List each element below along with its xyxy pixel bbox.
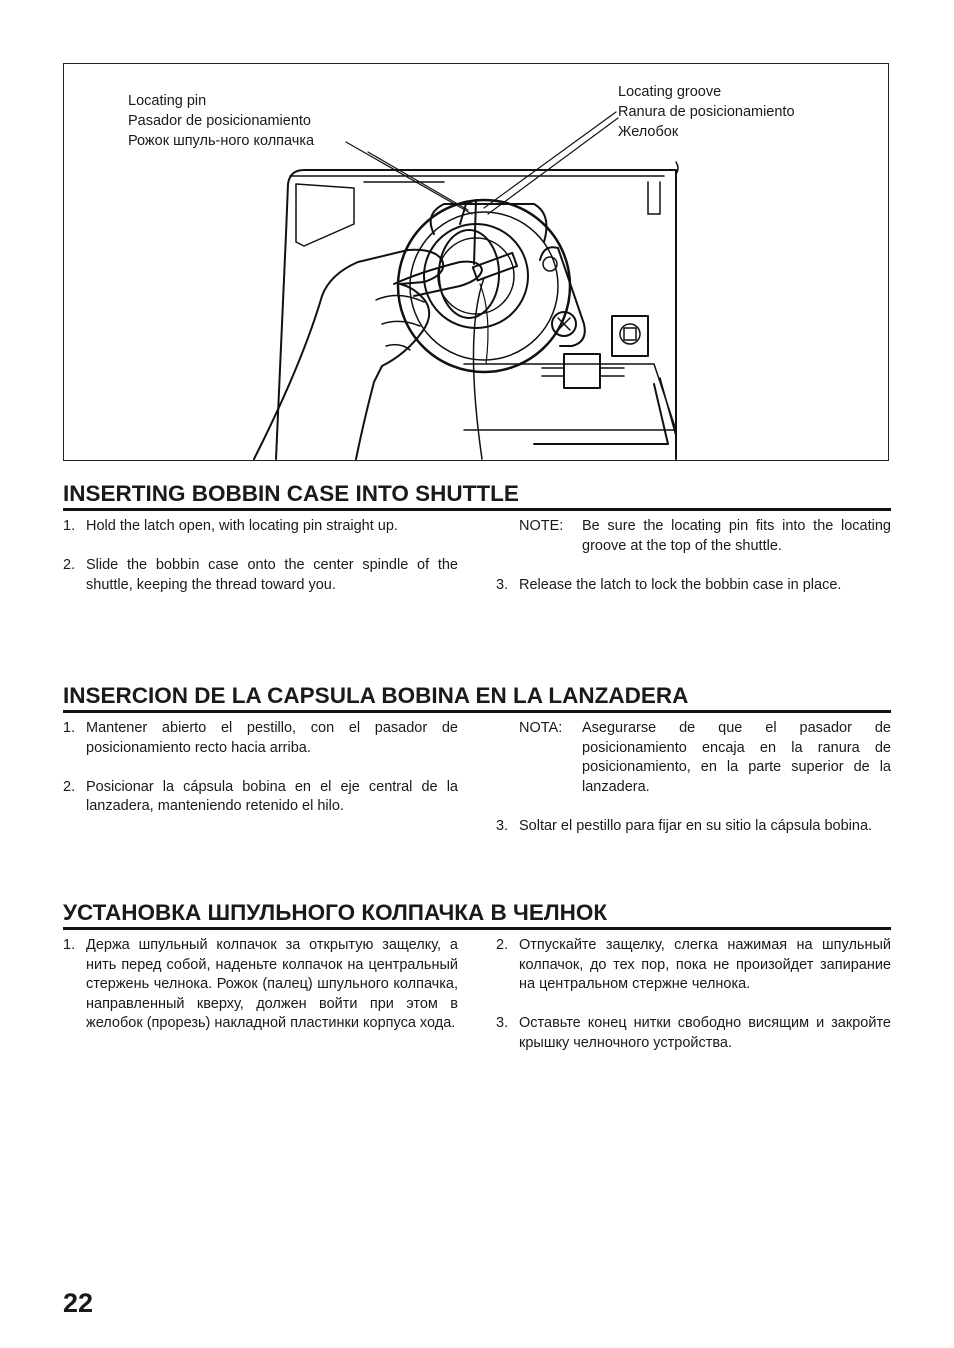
section-title-spanish: INSERCION DE LA CAPSULA BOBINA EN LA LANZADERA	[63, 683, 891, 713]
callout-pin-es: Pasador de posicionamiento	[128, 113, 311, 129]
note-text: Asegurarse de que el pasador de posicionamiento encaja en la ranura de posicionamiento, en la parte superior de la lanzadera.	[582, 720, 891, 795]
list-item-number: 2.	[496, 937, 509, 953]
list-item-number: 3.	[496, 1015, 509, 1031]
list-item-number: 1.	[63, 720, 76, 736]
section-english-left-column	[63, 517, 458, 595]
section-russian-right-column	[496, 936, 891, 1053]
list-item-number: 1.	[63, 937, 76, 953]
list-item	[496, 817, 891, 837]
section-spanish-right-column	[496, 719, 891, 836]
list-item	[63, 778, 458, 817]
list-item	[63, 936, 458, 1034]
callout-groove-en: Locating groove	[618, 84, 722, 100]
note-label: NOTA:	[519, 720, 563, 736]
callout-pin-ru: Рожок шпуль-ного колпачка	[128, 133, 315, 149]
callout-groove-ru: Желобок	[618, 124, 679, 140]
list-item-text: Hold the latch open, with locating pin straight up.	[86, 518, 398, 534]
list-item-text: Mantener abierto el pestillo, con el pasador de posicionamiento recto hacia arriba.	[86, 720, 458, 756]
list-item-number: 3.	[496, 576, 509, 593]
list-item-text: Soltar el pestillo para fijar en su sitio la cápsula bobina.	[519, 817, 873, 834]
list-item	[496, 936, 891, 995]
note-block	[519, 517, 891, 556]
list-item-number: 2.	[63, 557, 76, 573]
list-item-text: Держа шпульный колпачок за открытую защелку, а нить перед собой, наденьте колпачок на центральный стержень челнока. Рожок (палец) шпульного колпачка, направленный кверху, должен войти при этом в желобок (прорезь) накладной пластинки корпуса хода.	[86, 937, 458, 1031]
note-block	[519, 719, 891, 797]
list-item-text: Slide the bobbin case onto the center spindle of the shuttle, keeping the thread toward you.	[86, 557, 458, 593]
section-english-right-column	[496, 517, 891, 595]
section-russian-left-column	[63, 936, 458, 1034]
callout-locating-pin	[128, 91, 314, 151]
list-item	[63, 556, 458, 595]
list-item	[496, 576, 891, 596]
list-item-text: Отпускайте защелку, слегка нажимая на шпульный колпачок, до тех пор, пока не произойдет запирание на центральном стержне челнока.	[519, 937, 891, 992]
page-number: 22	[63, 1288, 94, 1318]
callout-groove-es: Ranura de posicionamiento	[618, 104, 795, 120]
callout-pin-en: Locating pin	[128, 93, 207, 109]
bobbin-case-illustration	[63, 63, 889, 461]
list-item	[496, 1014, 891, 1053]
list-item-text: Оставьте конец нитки свободно висящим и закройте крышку челночного устройства.	[519, 1015, 891, 1051]
section-title-english: INSERTING BOBBIN CASE INTO SHUTTLE	[63, 481, 891, 511]
callout-locating-groove	[618, 82, 795, 142]
note-text: Be sure the locating pin fits into the locating groove at the top of the shuttle.	[582, 518, 891, 554]
section-spanish-left-column	[63, 719, 458, 817]
list-item-number: 3.	[496, 817, 509, 834]
list-item-text: Release the latch to lock the bobbin case in place.	[519, 576, 842, 593]
list-item-number: 1.	[63, 518, 76, 534]
note-label: NOTE:	[519, 518, 564, 534]
list-item-number: 2.	[63, 778, 76, 795]
list-item	[63, 719, 458, 758]
list-item-text: Posicionar la cápsula bobina en el eje central de la lanzadera, manteniendo retenido el hilo.	[86, 778, 458, 814]
list-item	[63, 517, 458, 537]
section-title-russian: УСТАНОВКА ШПУЛЬНОГО КОЛПАЧКА В ЧЕЛНОК	[63, 900, 891, 930]
